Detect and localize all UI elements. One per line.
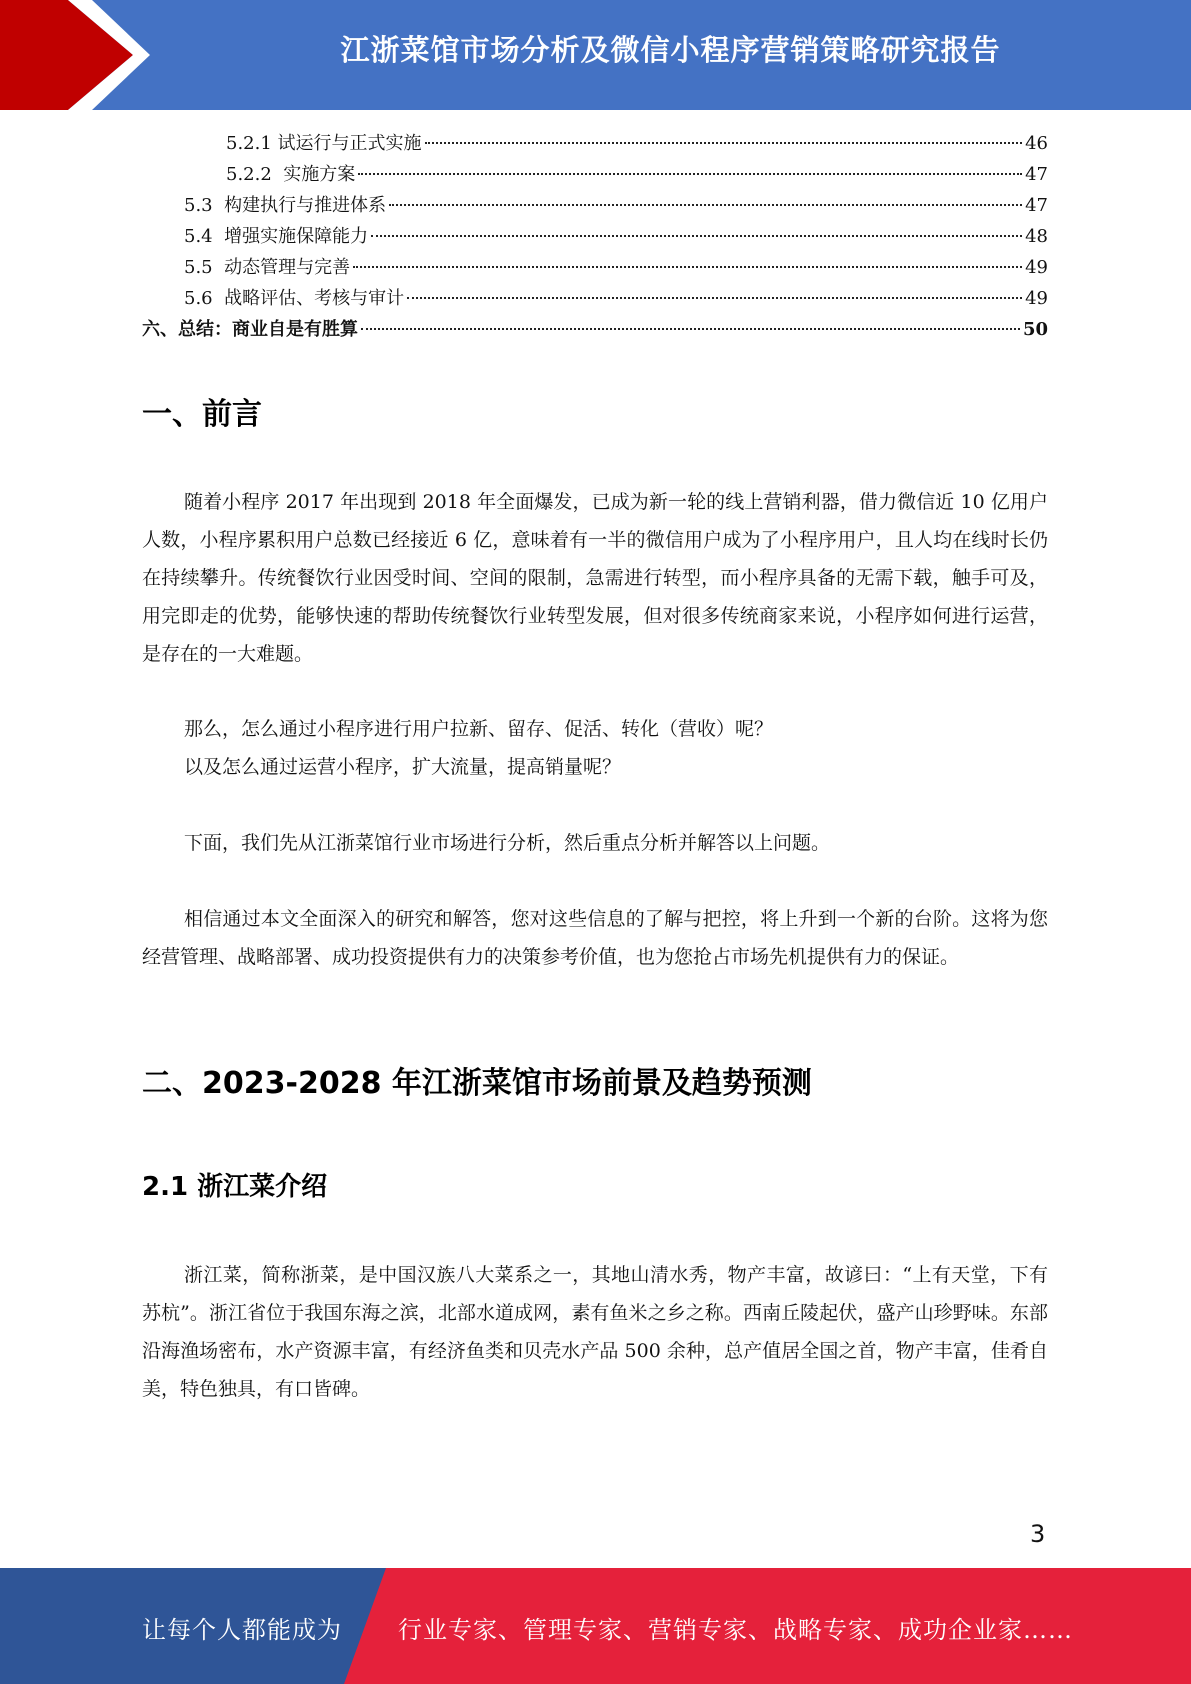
toc-entry-page: 49 [1025,257,1048,278]
toc-entry[interactable] [226,159,1048,190]
toc-leader-dots [407,297,1022,299]
body-paragraph: 以及怎么通过运营小程序，扩大流量，提高销量呢？ [184,756,622,778]
toc-entry[interactable] [184,283,1048,314]
toc-entry[interactable] [226,128,1048,159]
toc-entry-page: 50 [1022,319,1048,340]
toc-entry-label: 5.6 战略评估、考核与审计 [184,288,405,309]
body-paragraph: 随着小程序 2017 年出现到 2018 年全面爆发，已成为新一轮的线上营销利器，借力微信近 10 亿用户人数，小程序累积用户总数已经接近 6 亿，意味着有一半的微信用户成为了小程序用户，且人均在线时长仍在持续攀升。传统餐饮行业因受时间、空间的限制，急需进行转型，而小程序具备的无需下载，触手可及，用完即走的优势，能够快速的帮助传统餐饮行业转型发展，但对很多传统商家来说，小程序如何进行运营，是存在的一大难题。 [142,491,1048,665]
toc-entry-page: 47 [1025,164,1048,185]
toc-entry-page: 49 [1025,288,1048,309]
toc-leader-dots [389,204,1022,206]
body-paragraph: 下面，我们先从江浙菜馆行业市场进行分析，然后重点分析并解答以上问题。 [184,832,831,854]
section-heading-market-outlook: 二、2023-2028 年江浙菜馆市场前景及趋势预测 [142,1066,812,1101]
footer-slogan-left: 让每个人都能成为 [142,1616,342,1644]
toc-entry-label: 5.5 动态管理与完善 [184,257,351,278]
toc-entry[interactable] [184,221,1048,252]
toc-entry-label: 5.2.1 试运行与正式实施 [226,133,422,154]
toc-entry-label: 六、总结：商业自是有胜算 [142,319,358,340]
toc-leader-dots [358,173,1022,175]
toc-entry-label: 5.2.2 实施方案 [226,164,356,185]
toc-entry[interactable] [184,252,1048,283]
toc-leader-dots [371,235,1022,237]
toc-leader-dots [353,266,1022,268]
page-header-banner [0,0,1191,110]
toc-entry-label: 5.4 增强实施保障能力 [184,226,369,247]
header-arrow-decoration [0,0,160,110]
toc-entry-label: 5.3 构建执行与推进体系 [184,195,387,216]
toc-entry-page: 47 [1025,195,1048,216]
toc-entry[interactable] [142,314,1048,345]
page-number: 3 [1030,1520,1046,1548]
toc-leader-dots [425,142,1023,144]
body-paragraph: 那么，怎么通过小程序进行用户拉新、留存、促活、转化（营收）呢？ [184,718,774,740]
body-paragraph: 浙江菜，简称浙菜，是中国汉族八大菜系之一，其地山清水秀，物产丰富，故谚曰：“上有天堂，下有苏杭”。浙江省位于我国东海之滨，北部水道成网，素有鱼米之乡之称。西南丘陵起伏，盛产山珍野味。东部沿海渔场密布，水产资源丰富，有经济鱼类和贝壳水产品 500 余种，总产值居全国之首，物产丰富，佳肴自美，特色独具，有口皆碑。 [142,1264,1048,1400]
section-heading-preface: 一、前言 [142,397,262,432]
toc-entry-page: 48 [1025,226,1048,247]
document-title: 江浙菜馆市场分析及微信小程序营销策略研究报告 [340,33,1001,67]
toc-entry[interactable] [184,190,1048,221]
body-paragraph: 相信通过本文全面深入的研究和解答，您对这些信息的了解与把控，将上升到一个新的台阶。这将为您经营管理、战略部署、成功投资提供有力的决策参考价值，也为您抢占市场先机提供有力的保证。 [142,908,1048,968]
toc-entry-page: 46 [1025,133,1048,154]
footer-slogan-right: 行业专家、管理专家、营销专家、战略专家、成功企业家…… [398,1616,1073,1644]
subsection-heading-zhejiang-cuisine: 2.1 浙江菜介绍 [142,1172,328,1202]
toc-leader-dots [361,328,1020,330]
